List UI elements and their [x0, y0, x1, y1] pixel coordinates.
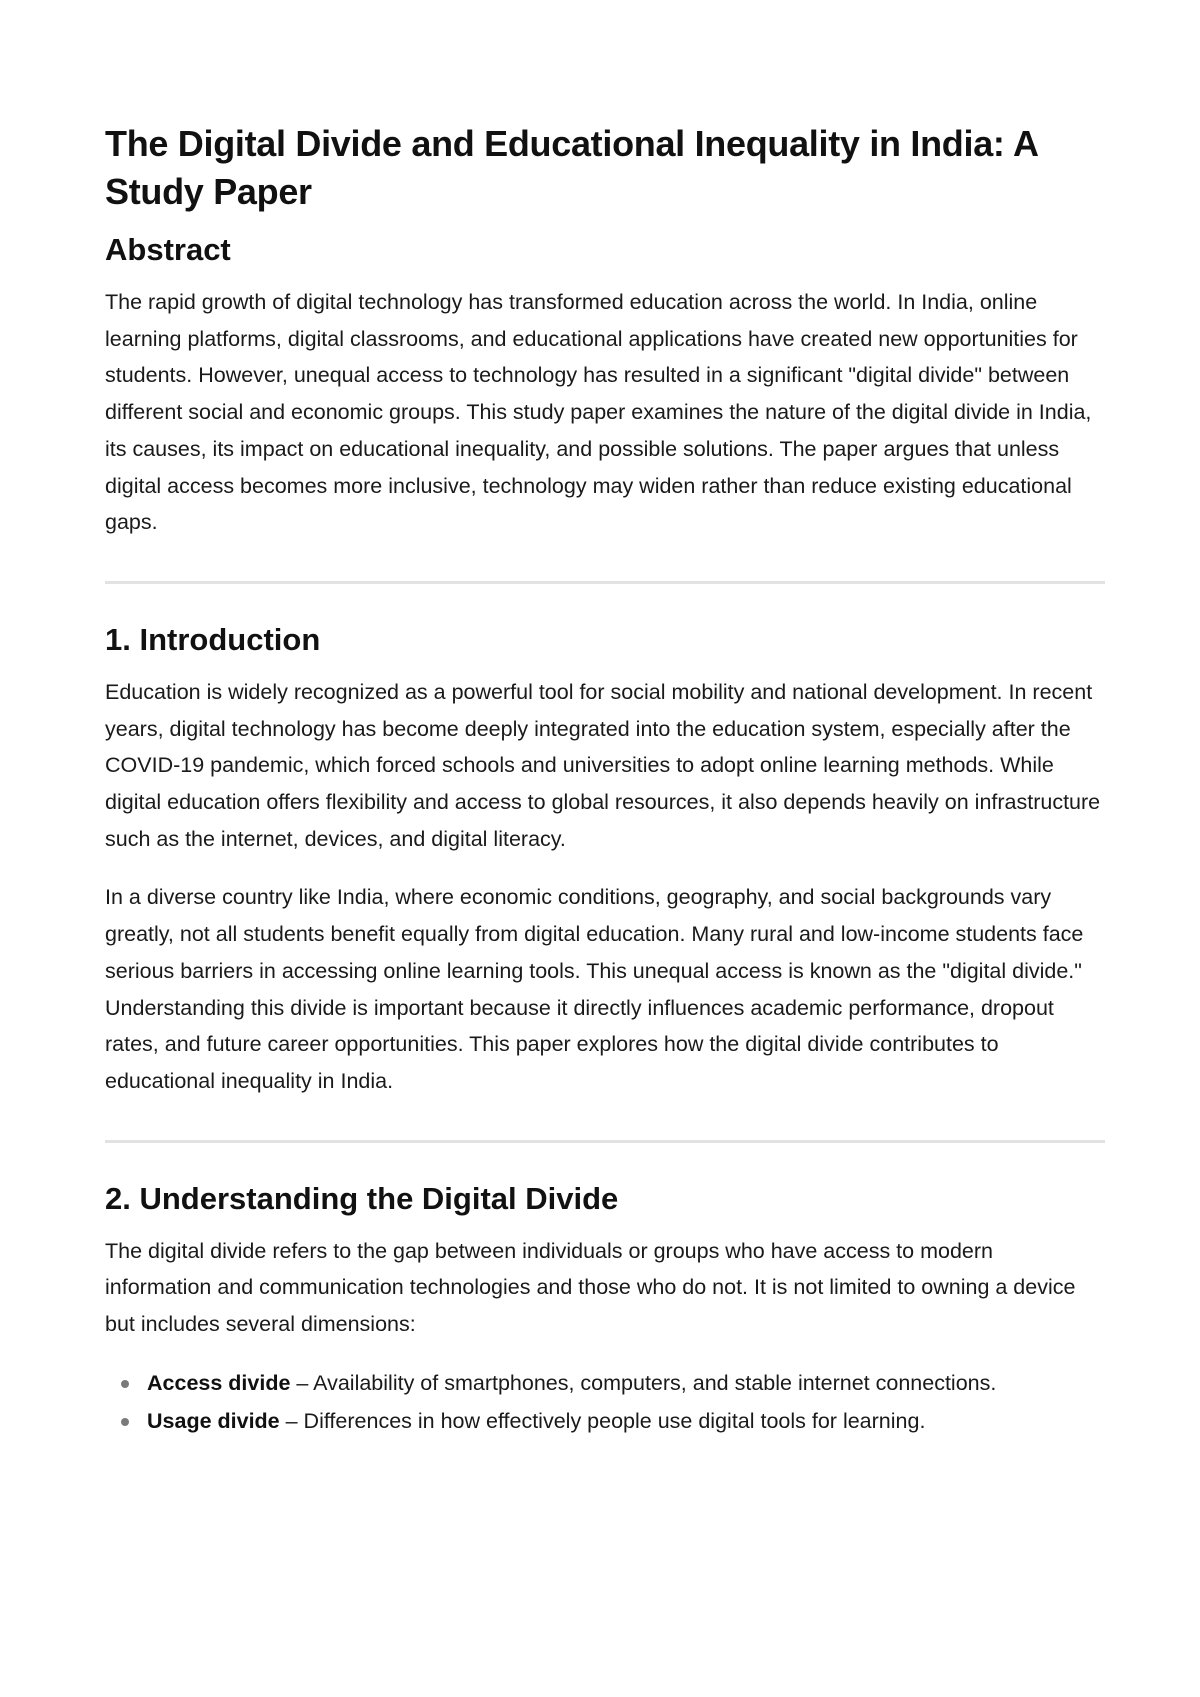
- list-item: [147, 1403, 1105, 1440]
- understanding-heading: 2. Understanding the Digital Divide: [105, 1180, 619, 1216]
- section-divider: [105, 1140, 1105, 1143]
- section-divider: [105, 581, 1105, 584]
- list-item-text: – Availability of smartphones, computers, and stable internet connections.: [290, 1370, 997, 1395]
- dimensions-list: [105, 1365, 1105, 1440]
- bullet-icon: [121, 1380, 129, 1388]
- list-item: [147, 1365, 1105, 1402]
- document-title: The Digital Divide and Educational Inequality in India: A Study Paper: [105, 123, 1038, 212]
- abstract-heading: Abstract: [105, 232, 231, 267]
- introduction-paragraph-2: In a diverse country like India, where economic conditions, geography, and social backgrounds vary greatly, not all students benefit equally from digital education. Many rural and low-income students face serious barriers in accessing online learning tools. This unequal access is known as the "digital divide." Understanding this divide is important because it directly influences academic performance, dropout rates, and future career opportunities. This paper explores how the digital divide contributes to educational inequality in India.: [105, 885, 1084, 1093]
- list-item-text: – Differences in how effectively people use digital tools for learning.: [279, 1409, 926, 1434]
- document-page: [105, 120, 1105, 1442]
- bullet-icon: [121, 1418, 129, 1426]
- introduction-paragraph-1: Education is widely recognized as a powerful tool for social mobility and national development. In recent years, digital technology has become deeply integrated into the education system, especially after the COVID-19 pandemic, which forced schools and universities to adopt online learning methods. While digital education offers flexibility and access to global resources, it also depends heavily on infrastructure such as the internet, devices, and digital literacy.: [105, 679, 1101, 851]
- list-item-term: Usage divide: [147, 1409, 280, 1434]
- abstract-paragraph: The rapid growth of digital technology has transformed education across the world. In India, online learning platforms, digital classrooms, and educational applications have created new opportunities for students. However, unequal access to technology has resulted in a significant "digital divide" between different social and economic groups. This study paper examines the nature of the digital divide in India, its causes, its impact on educational inequality, and possible solutions. The paper argues that unless digital access becomes more inclusive, technology may widen rather than reduce existing educational gaps.: [105, 290, 1092, 535]
- list-item-term: Access divide: [147, 1370, 291, 1395]
- introduction-heading: 1. Introduction: [105, 621, 321, 657]
- understanding-paragraph: The digital divide refers to the gap between individuals or groups who have access to modern information and communication technologies and those who do not. It is not limited to owning a device but includes several dimensions:: [105, 1238, 1076, 1337]
